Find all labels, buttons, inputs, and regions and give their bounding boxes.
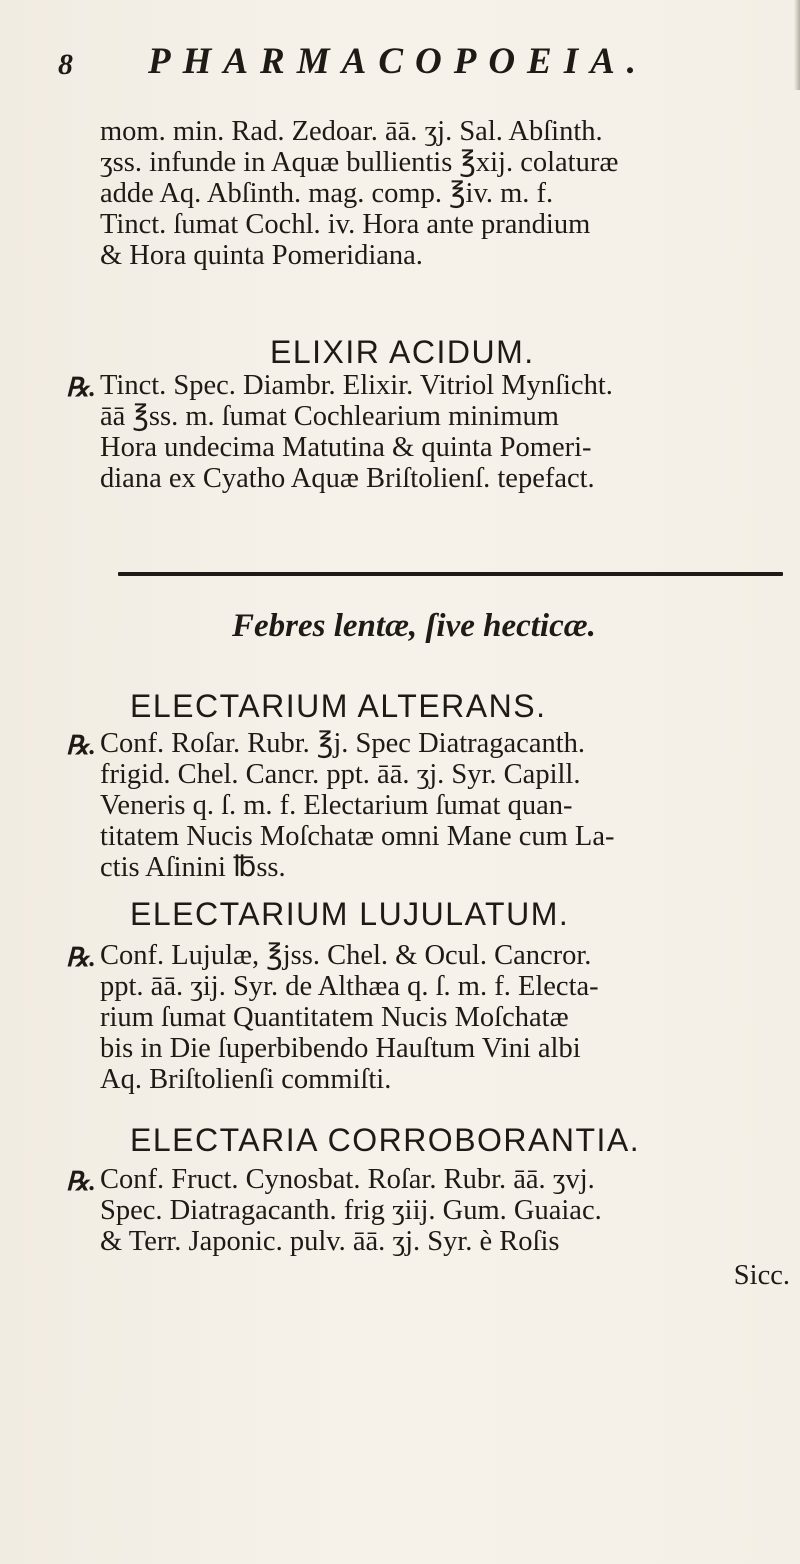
- text-line: titatem Nucis Moſchatæ omni Mane cum La-: [100, 821, 615, 852]
- running-title: PHARMACOPOEIA.: [148, 41, 649, 82]
- corroborantia-recipe: [100, 1164, 790, 1257]
- heading-electarium-alterans: ELECTARIUM ALTERANS.: [130, 688, 547, 724]
- text-line: ppt. āā. ʒij. Syr. de Althæa q. ſ. m. f. Electa-: [100, 971, 599, 1002]
- text-line: mom. min. Rad. Zedoar. āā. ʒj. Sal. Abſinth.: [100, 116, 603, 147]
- text-line: Conf. Lujulæ, ℥jss. Chel. & Ocul. Cancror.: [100, 940, 592, 971]
- text-line: adde Aq. Abſinth. mag. comp. ℥iv. m. f.: [100, 178, 554, 209]
- text-line: bis in Die ſuperbibendo Hauſtum Vini albi: [100, 1033, 581, 1064]
- rx-symbol: ℞.: [66, 373, 96, 402]
- heading-electaria-corroborantia: ELECTARIA CORROBORANTIA.: [130, 1122, 641, 1158]
- text-line: & Hora quinta Pomeridiana.: [100, 240, 423, 271]
- lujulatum-recipe: [100, 940, 790, 1095]
- text-line: & Terr. Japonic. pulv. āā. ʒj. Syr. è Roſis: [100, 1226, 560, 1257]
- text-line: Conf. Roſar. Rubr. ℥j. Spec Diatragacanth.: [100, 728, 586, 759]
- text-line: ctis Aſinini ℔ss.: [100, 852, 286, 883]
- alterans-recipe: [100, 728, 790, 883]
- catchword-row: [0, 1260, 790, 1291]
- text-line: Veneris q. ſ. m. f. Electarium ſumat quan-: [100, 790, 573, 821]
- intro-paragraph: [100, 116, 790, 271]
- heading-elixir-acidum: ELIXIR ACIDUM.: [270, 334, 535, 370]
- text-line: Conf. Fruct. Cynosbat. Roſar. Rubr. āā. ʒvj.: [100, 1164, 595, 1195]
- text-line: ʒss. infunde in Aquæ bullientis ℥xij. colaturæ: [100, 147, 619, 178]
- section-title-febres: Febres lentæ, ſive hecticæ.: [232, 608, 596, 644]
- elixir-recipe: [100, 370, 790, 494]
- section-divider: [118, 572, 783, 576]
- page-header: [58, 40, 778, 90]
- text-line: Aq. Briſtolienſi commiſti.: [100, 1064, 392, 1095]
- page-number: 8: [58, 48, 73, 81]
- text-line: Tinct. ſumat Cochl. iv. Hora ante prandium: [100, 209, 591, 240]
- text-line: diana ex Cyatho Aquæ Briſtolienſ. tepefact.: [100, 463, 595, 494]
- text-line: rium ſumat Quantitatem Nucis Moſchatæ: [100, 1002, 569, 1033]
- text-line: frigid. Chel. Cancr. ppt. āā. ʒj. Syr. Capill.: [100, 759, 581, 790]
- rx-symbol: ℞.: [66, 943, 96, 972]
- page-edge-shadow: [794, 0, 800, 90]
- heading-electarium-lujulatum: ELECTARIUM LUJULATUM.: [130, 896, 570, 932]
- rx-symbol: ℞.: [66, 1167, 96, 1196]
- text-line: Tinct. Spec. Diambr. Elixir. Vitriol Mynſicht.: [100, 370, 613, 401]
- text-line: Hora undecima Matutina & quinta Pomeri-: [100, 432, 592, 463]
- text-line: āā ℥ss. m. ſumat Cochlearium minimum: [100, 401, 559, 432]
- catchword: Sicc.: [733, 1260, 790, 1291]
- rx-symbol: ℞.: [66, 731, 96, 760]
- text-line: Spec. Diatragacanth. frig ʒiij. Gum. Guaiac.: [100, 1195, 602, 1226]
